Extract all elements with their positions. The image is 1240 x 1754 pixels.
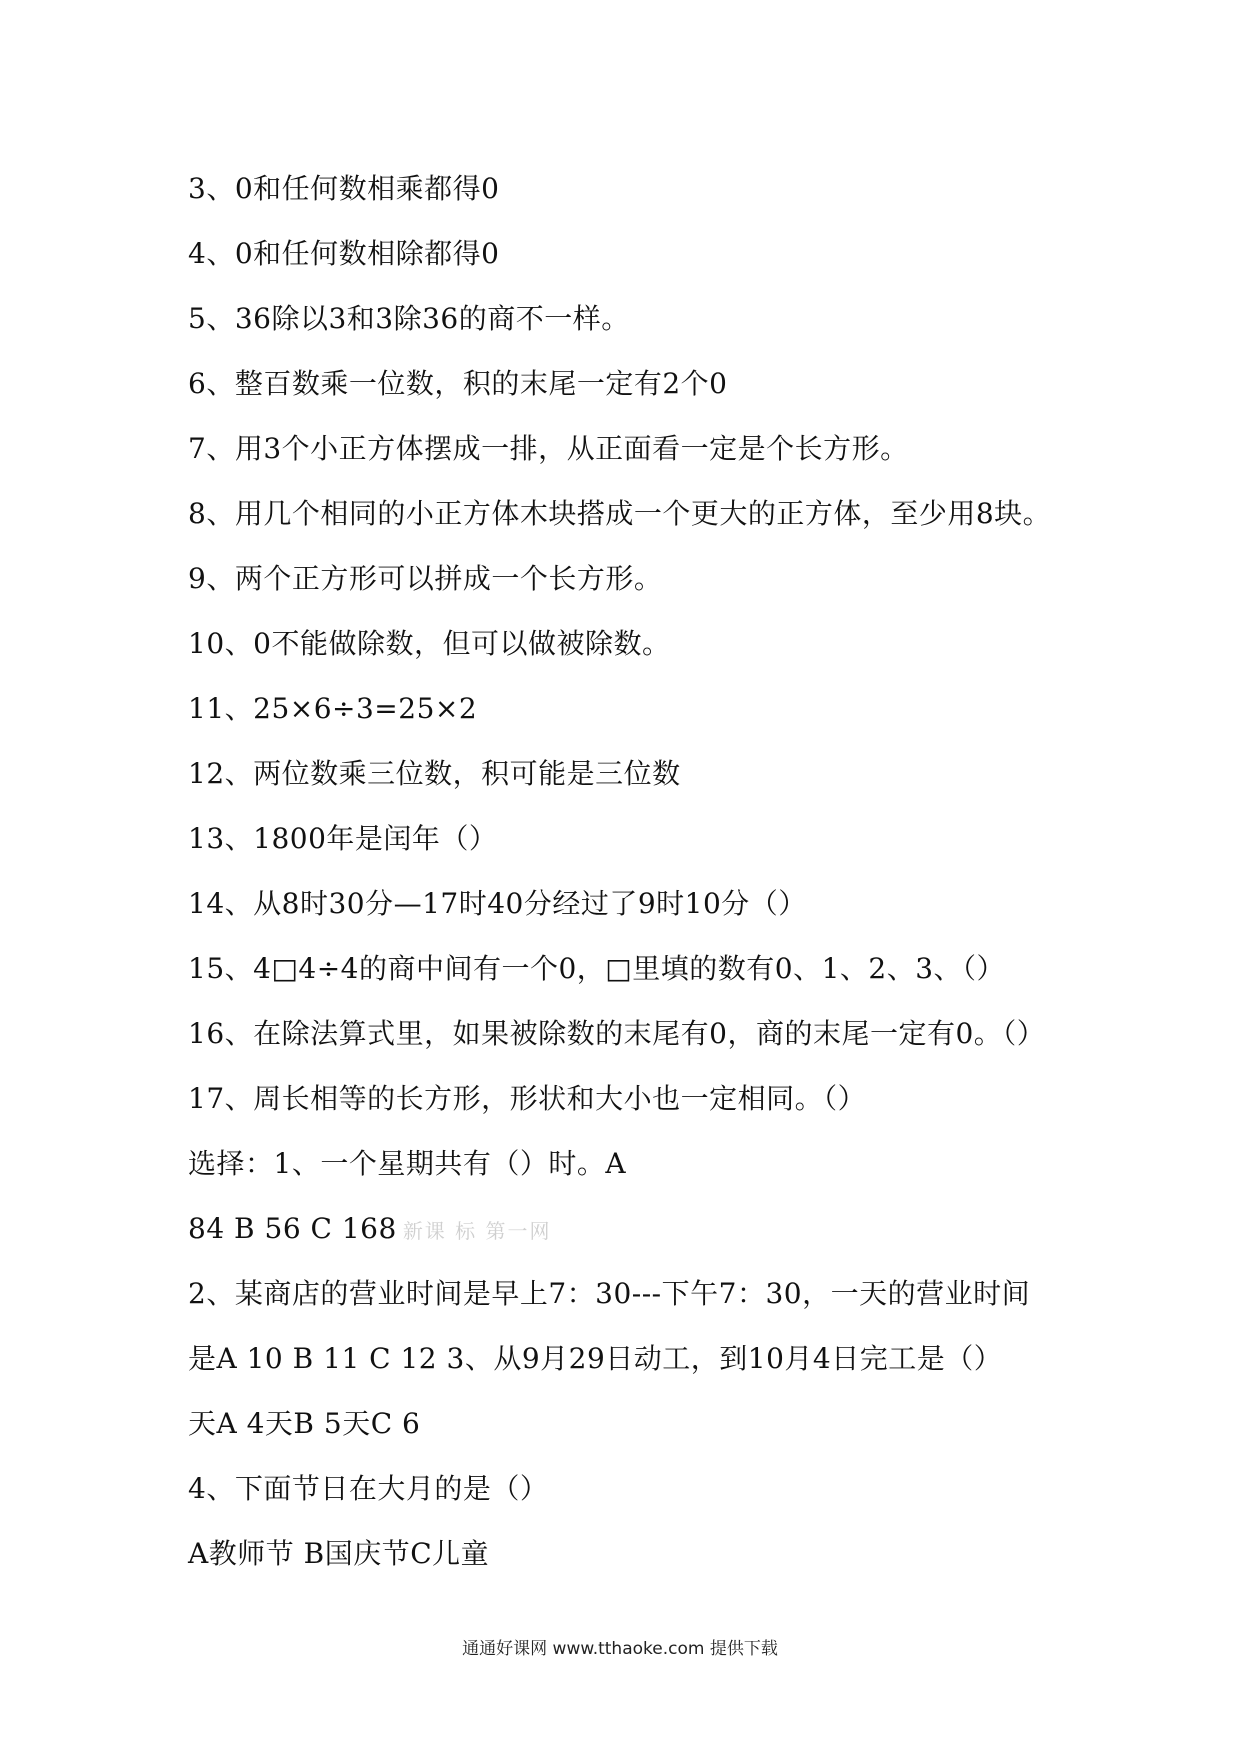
question-line: 4、下面节日在大月的是（）	[188, 1472, 549, 1505]
question-line: 12、两位数乘三位数，积可能是三位数	[188, 757, 681, 790]
question-line: 14、从8时30分—17时40分经过了9时10分（）	[188, 887, 807, 920]
answer-options-text: 84 B 56 C 168	[188, 1212, 397, 1245]
question-line: 10、0不能做除数，但可以做被除数。	[188, 627, 671, 660]
question-line: 13、1800年是闰年（）	[188, 822, 498, 855]
question-line: 是A 10 B 11 C 12 3、从9月29日动工，到10月4日完工是（）	[188, 1342, 1003, 1375]
question-line: 天A 4天B 5天C 6	[188, 1407, 421, 1440]
question-line: 8、用几个相同的小正方体木块搭成一个更大的正方体，至少用8块。	[188, 497, 1052, 530]
question-line: 15、4□4÷4的商中间有一个0，□里填的数有0、1、2、3、（）	[188, 952, 1006, 985]
question-line: 17、周长相等的长方形，形状和大小也一定相同。（）	[188, 1082, 867, 1115]
watermark-text: 新课 标 第一网	[402, 1219, 552, 1243]
question-line: 4、0和任何数相除都得0	[188, 237, 500, 270]
question-line: 6、整百数乘一位数，积的末尾一定有2个0	[188, 367, 728, 400]
question-line: A教师节 B国庆节C儿童	[188, 1537, 490, 1570]
question-list	[188, 156, 1148, 1586]
question-line: 16、在除法算式里，如果被除数的末尾有0，商的末尾一定有0。（）	[188, 1017, 1046, 1050]
question-line: 5、36除以3和3除36的商不一样。	[188, 302, 630, 335]
question-line: 7、用3个小正方体摆成一排，从正面看一定是个长方形。	[188, 432, 909, 465]
question-line: 选择：1、一个星期共有（）时。A	[188, 1147, 627, 1180]
question-line: 3、0和任何数相乘都得0	[188, 172, 500, 205]
question-line: 11、25×6÷3=25×2	[188, 692, 478, 725]
answer-options-line	[188, 1196, 1148, 1261]
question-line: 2、某商店的营业时间是早上7：30---下午7：30，一天的营业时间	[188, 1277, 1031, 1310]
question-line: 9、两个正方形可以拼成一个长方形。	[188, 562, 663, 595]
page-footer: 通通好课网 www.tthaoke.com 提供下载	[462, 1639, 778, 1659]
